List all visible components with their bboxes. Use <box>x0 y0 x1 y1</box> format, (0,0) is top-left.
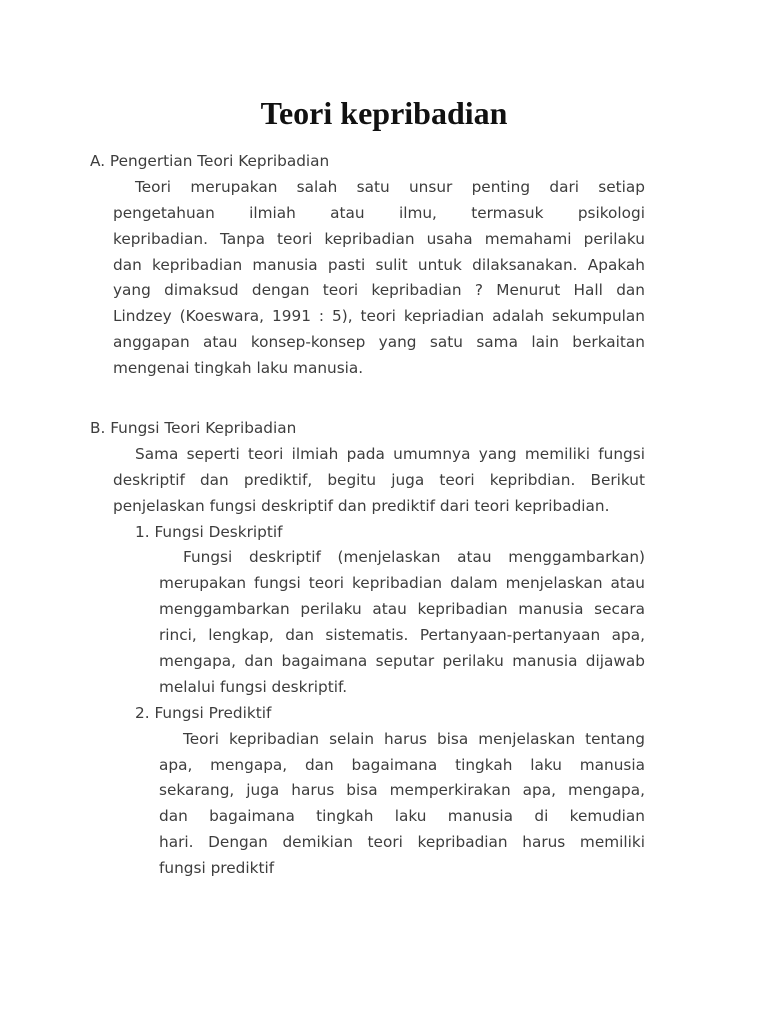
paragraph-line: hari. Dengan demikian teori kepribadian harus memiliki <box>159 833 645 852</box>
paragraph-line: Teori kepribadian selain harus bisa menjelaskan tentang <box>183 729 645 748</box>
item-2-heading: 2. Fungsi Prediktif <box>135 703 272 722</box>
section-a-paragraph <box>113 175 645 382</box>
item-1-paragraph <box>159 545 645 700</box>
paragraph-line: penjelaskan fungsi deskriptif dan prediktif dari teori kepribadian. <box>113 496 610 515</box>
paragraph-line: menggambarkan perilaku atau kepribadian manusia secara <box>159 600 645 619</box>
paragraph-line: dan bagaimana tingkah laku manusia di kemudian <box>159 807 645 826</box>
paragraph-line: kepribadian. Tanpa teori kepribadian usaha memahami perilaku <box>113 229 645 248</box>
section-a-heading: A. Pengertian Teori Kepribadian <box>90 152 330 170</box>
paragraph-line: merupakan fungsi teori kepribadian dalam menjelaskan atau <box>159 574 645 593</box>
section-b <box>0 416 768 882</box>
section-b-paragraph <box>113 442 645 520</box>
paragraph-line: mengapa, dan bagaimana seputar perilaku manusia dijawab <box>159 652 645 671</box>
paragraph-line: Sama seperti teori ilmiah pada umumnya yang memiliki fungsi <box>135 444 645 463</box>
paragraph-line: mengenai tingkah laku manusia. <box>113 359 364 378</box>
paragraph-line: anggapan atau konsep-konsep yang satu sama lain berkaitan <box>113 333 645 352</box>
section-a <box>0 149 768 382</box>
paragraph-line: melalui fungsi deskriptif. <box>159 677 348 696</box>
paragraph-line: yang dimaksud dengan teori kepribadian ? Menurut Hall dan <box>113 281 645 300</box>
paragraph-line: dan kepribadian manusia pasti sulit untuk dilaksanakan. Apakah <box>113 255 645 274</box>
paragraph-line: deskriptif dan prediktif, begitu juga teori kepribdian. Berikut <box>113 470 645 489</box>
document-title: Teori kepribadian <box>260 95 508 131</box>
paragraph-line: Fungsi deskriptif (menjelaskan atau menggambarkan) <box>183 548 645 567</box>
paragraph-line: apa, mengapa, dan bagaimana tingkah laku manusia <box>159 755 645 774</box>
item-1-heading: 1. Fungsi Deskriptif <box>135 522 283 541</box>
paragraph-line: fungsi prediktif <box>159 859 275 878</box>
paragraph-line: pengetahuan ilmiah atau ilmu, termasuk psikologi <box>113 203 645 222</box>
item-2-paragraph <box>159 727 645 882</box>
section-b-heading: B. Fungsi Teori Kepribadian <box>90 419 297 437</box>
paragraph-line: rinci, lengkap, dan sistematis. Pertanyaan-pertanyaan apa, <box>159 626 645 645</box>
paragraph-line: Teori merupakan salah satu unsur penting dari setiap <box>135 177 645 196</box>
paragraph-line: sekarang, juga harus bisa memperkirakan apa, mengapa, <box>159 781 645 800</box>
paragraph-line: Lindzey (Koeswara, 1991 : 5), teori kepriadian adalah sekumpulan <box>113 307 645 326</box>
